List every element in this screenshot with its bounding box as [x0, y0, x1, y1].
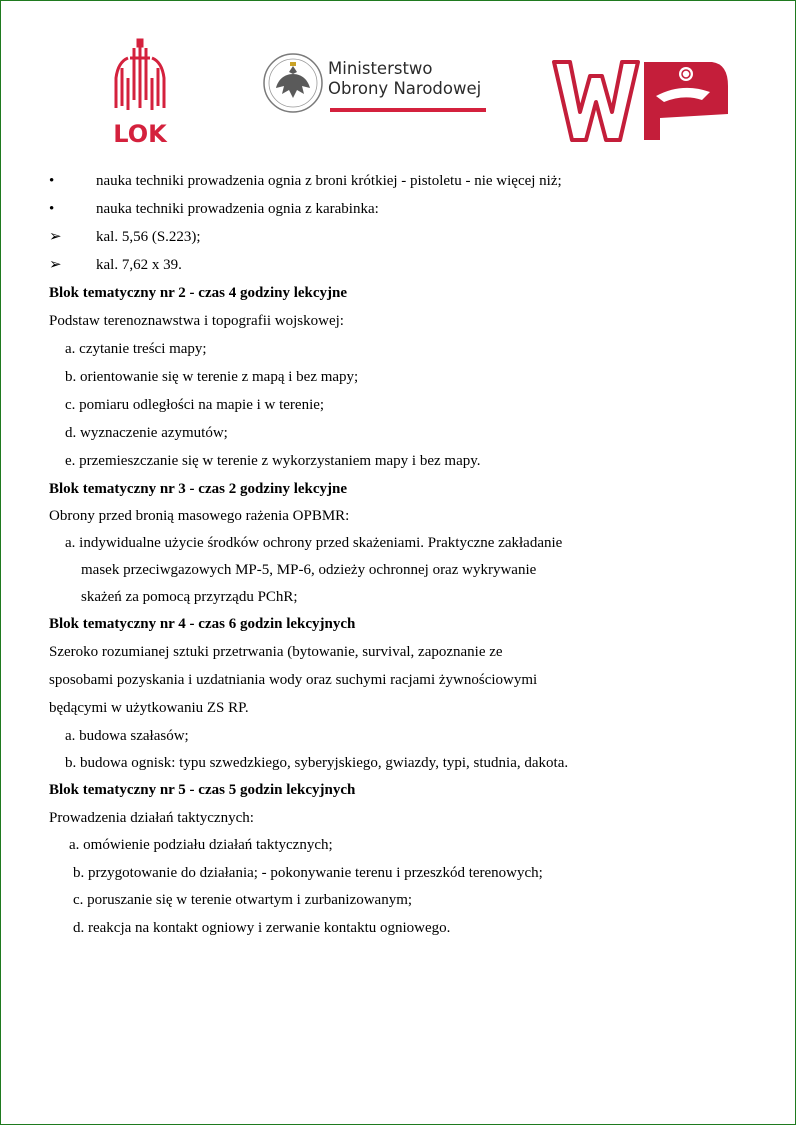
paragraph: Podstaw terenoznawstwa i topografii wojskowej:: [49, 313, 344, 329]
list-item: b. przygotowanie do działania; - pokonywanie terenu i przeszkód terenowych;: [73, 865, 543, 881]
wp-logo-icon: [552, 56, 732, 146]
bullet-dot-icon: •: [49, 201, 55, 217]
section-heading: Blok tematyczny nr 3 - czas 2 godziny lekcyjne: [49, 481, 348, 497]
list-item: a. indywidualne użycie środków ochrony przed skażeniami. Praktyczne zakładanie: [65, 535, 563, 551]
arrow-bullet-icon: ➢: [49, 229, 62, 245]
list-item: a. budowa szałasów;: [65, 728, 189, 744]
list-item: c. pomiaru odległości na mapie i w terenie;: [65, 397, 325, 413]
section-heading: Blok tematyczny nr 5 - czas 5 godzin lekcyjnych: [49, 782, 356, 798]
list-item: e. przemieszczanie się w terenie z wykorzystaniem mapy i bez mapy.: [65, 453, 481, 469]
paragraph: Prowadzenia działań taktycznych:: [49, 810, 254, 826]
paragraph: będącymi w użytkowaniu ZS RP.: [49, 700, 249, 716]
list-item: d. wyznaczenie azymutów;: [65, 425, 228, 441]
list-item: a. omówienie podziału działań taktycznych;: [69, 837, 333, 853]
lok-eagle-icon: [108, 38, 172, 148]
arrow-bullet-icon: ➢: [49, 257, 62, 273]
list-item: a. czytanie treści mapy;: [65, 341, 207, 357]
list-item: d. reakcja na kontakt ogniowy i zerwanie kontaktu ogniowego.: [73, 920, 451, 936]
mon-title-line2: Obrony Narodowej: [328, 79, 482, 98]
lok-label: LOK: [113, 120, 167, 148]
section-heading: Blok tematyczny nr 4 - czas 6 godzin lekcyjnych: [49, 616, 356, 632]
list-item: b. orientowanie się w terenie z mapą i bez mapy;: [65, 369, 359, 385]
wojsko-polskie-logo: [552, 56, 732, 146]
paragraph: sposobami pozyskania i uzdatniania wody oraz suchymi racjami żywnościowymi: [49, 672, 538, 688]
list-item-continuation: masek przeciwgazowych MP-5, MP-6, odzieży ochronnej oraz wykrywanie: [81, 562, 537, 578]
list-item: b. budowa ognisk: typu szwedzkiego, syberyjskiego, gwiazdy, typi, studnia, dakota.: [65, 755, 569, 771]
wp-label-line2: POLSKIE: [672, 131, 716, 141]
mon-logo: [262, 52, 492, 118]
wp-label-line1: WOJSKO: [673, 121, 715, 131]
list-item: c. poruszanie się w terenie otwartym i zurbanizowanym;: [73, 892, 413, 908]
list-item-continuation: skażeń za pomocą przyrządu PChR;: [81, 589, 298, 605]
section-heading: Blok tematyczny nr 2 - czas 4 godziny lekcyjne: [49, 285, 348, 301]
lok-logo: [108, 38, 172, 148]
mon-eagle-emblem-icon: [262, 52, 324, 114]
bullet-dot-icon: •: [49, 173, 55, 189]
mon-red-underline: [330, 108, 486, 112]
paragraph: Szeroko rozumianej sztuki przetrwania (bytowanie, survival, zapoznanie ze: [49, 644, 503, 660]
mon-title-line1: Ministerstwo: [328, 59, 433, 78]
header-logos: [0, 30, 796, 150]
paragraph: Obrony przed bronią masowego rażenia OPBMR:: [49, 508, 350, 524]
